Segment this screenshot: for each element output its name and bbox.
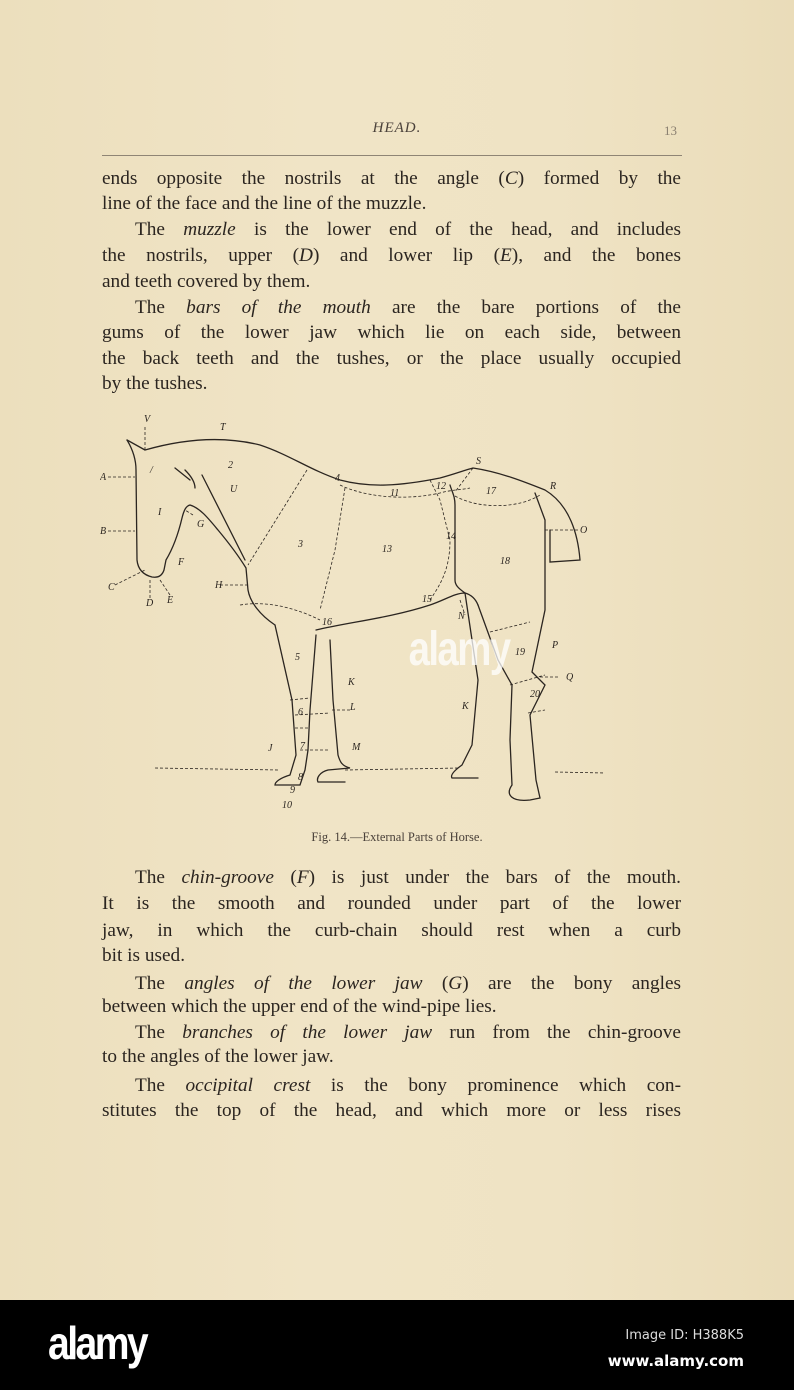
italic-term: occipital crest	[185, 1075, 311, 1096]
figure-label: J	[268, 743, 273, 754]
figure-label: 20	[530, 689, 540, 700]
website-link[interactable]: www.alamy.com	[607, 1352, 744, 1370]
figure-label: I	[158, 507, 162, 518]
text-run: The	[135, 973, 185, 994]
text-run: run from the chin-groove	[432, 1022, 681, 1043]
figure-label: 5	[295, 652, 300, 663]
text-line	[102, 1044, 681, 1069]
figure-label: 10	[282, 800, 292, 811]
text-run: The	[135, 1022, 183, 1043]
text-run: It is the smooth and rounded under part of the lower	[102, 893, 681, 914]
text-run: to the angles of the lower jaw.	[102, 1046, 334, 1067]
text-line	[102, 943, 681, 968]
figure-label: 11	[390, 488, 400, 499]
figure-caption: Fig. 14.—External Parts of Horse.	[311, 830, 483, 844]
region-line	[240, 468, 540, 750]
italic-term: chin-groove	[181, 867, 274, 888]
figure-label: D	[146, 598, 154, 609]
text-run: bit is used.	[102, 945, 186, 966]
figure-label: 17	[486, 486, 496, 497]
text-run: and teeth covered by them.	[102, 271, 311, 292]
text-run: between which the upper end of the wind-pipe lies.	[102, 996, 497, 1017]
figure-label: L	[350, 702, 356, 713]
text-run: is the bony prominence which con-	[310, 1075, 681, 1096]
header-rule	[102, 155, 682, 156]
text-line	[102, 346, 681, 371]
text-line	[102, 994, 681, 1019]
figure-label: 6	[298, 707, 303, 718]
italic-term: E	[500, 245, 512, 266]
italic-term: branches of the lower jaw	[182, 1022, 433, 1043]
figure-label: 9	[290, 785, 295, 796]
figure-label: 12	[436, 481, 446, 492]
figure-label: F	[178, 557, 185, 568]
horse-outline-back	[127, 440, 580, 562]
running-head: HEAD.	[372, 120, 422, 136]
text-run: The	[135, 297, 187, 318]
text-line	[102, 1098, 681, 1123]
text-run: gums of the lower jaw which lie on each side, between	[102, 322, 681, 343]
figure-label: K	[348, 677, 355, 688]
text-line	[102, 918, 681, 943]
ground-line	[155, 768, 605, 773]
figure-label: G	[197, 519, 205, 530]
text-line	[102, 1073, 681, 1098]
figure-label: 15	[422, 594, 432, 605]
text-run: (	[422, 973, 449, 994]
figure-label: 19	[515, 647, 525, 658]
text-line	[102, 191, 681, 216]
italic-term: muzzle	[183, 219, 236, 240]
page-number: 13	[664, 123, 677, 138]
figure-label: R	[550, 481, 557, 492]
text-line	[102, 971, 681, 996]
footer-bar	[0, 1300, 794, 1390]
figure-label: H	[215, 580, 223, 591]
text-line	[102, 371, 681, 396]
alamy-logo: alamy	[48, 1317, 147, 1369]
text-line	[102, 217, 681, 242]
figure-label: T	[220, 422, 226, 433]
figure-label: 4	[335, 473, 340, 484]
figure-label: /	[150, 465, 153, 476]
text-line	[102, 295, 681, 320]
figure-label: A	[100, 472, 107, 483]
text-run: by the tushes.	[102, 373, 208, 394]
horse-diagram	[100, 410, 700, 830]
italic-term: C	[504, 168, 518, 189]
figure-label: 13	[382, 544, 392, 555]
figure-label: N	[458, 611, 465, 622]
figure-label: 14	[446, 531, 456, 542]
italic-term: D	[299, 245, 313, 266]
text-run: The	[135, 219, 184, 240]
figure-label: 7	[300, 741, 305, 752]
italic-term: F	[296, 867, 309, 888]
watermark: alamy	[408, 623, 510, 676]
figure-label: 8	[298, 772, 303, 783]
figure-label: E	[167, 595, 174, 606]
figure-label: O	[580, 525, 588, 536]
figure-label: B	[100, 526, 107, 537]
text-line	[102, 269, 681, 294]
text-run: line of the face and the line of the muzzle.	[102, 193, 427, 214]
horse-neck-line	[175, 468, 245, 560]
horse-foreleg-far	[317, 640, 350, 782]
text-run: ) are the bony angles	[462, 973, 682, 994]
text-run: the back teeth and the tushes, or the place usually occupied	[102, 348, 681, 369]
figure-label: K	[462, 701, 469, 712]
text-run: stitutes the top of the head, and which more or less rises	[102, 1100, 681, 1121]
figure-label: 2	[228, 460, 233, 471]
text-line	[102, 1020, 681, 1045]
figure-label: S	[476, 456, 481, 467]
figure-label: Q	[566, 672, 574, 683]
image-id: Image ID: H388K5	[625, 1328, 744, 1343]
italic-term: G	[448, 973, 463, 994]
figure-label: U	[230, 484, 238, 495]
text-run: The	[135, 1075, 186, 1096]
figure-label: M	[352, 742, 361, 753]
text-line	[102, 166, 681, 191]
text-line	[102, 320, 681, 345]
text-run: The	[135, 867, 182, 888]
horse-hindleg-far	[452, 593, 478, 778]
text-run: ) and lower lip (	[312, 245, 501, 266]
italic-term: angles of the lower jaw	[184, 973, 423, 994]
text-run: the nostrils, upper (	[102, 245, 300, 266]
text-run: ) is just under the bars of the mouth.	[308, 867, 681, 888]
text-run: ) formed by the	[517, 168, 681, 189]
text-run: ), and the bones	[511, 245, 681, 266]
text-run: is the lower end of the head, and includes	[235, 219, 682, 240]
figure-label: 18	[500, 556, 510, 567]
text-run: (	[273, 867, 297, 888]
region-line	[108, 425, 248, 598]
text-run: ends opposite the nostrils at the angle (	[102, 168, 505, 189]
text-line	[102, 243, 681, 268]
text-run: jaw, in which the curb-chain should rest when a curb	[102, 920, 681, 941]
text-line	[102, 865, 681, 890]
italic-term: bars of the mouth	[186, 297, 371, 318]
figure-label: 16	[322, 617, 332, 628]
text-run: are the bare portions of the	[370, 297, 681, 318]
figure-label: V	[144, 414, 151, 425]
horse-foreleg-near	[275, 625, 316, 785]
text-line	[102, 891, 681, 916]
figure-label: C	[108, 582, 115, 593]
figure-label: P	[552, 640, 559, 651]
figure-label: 3	[298, 539, 303, 550]
